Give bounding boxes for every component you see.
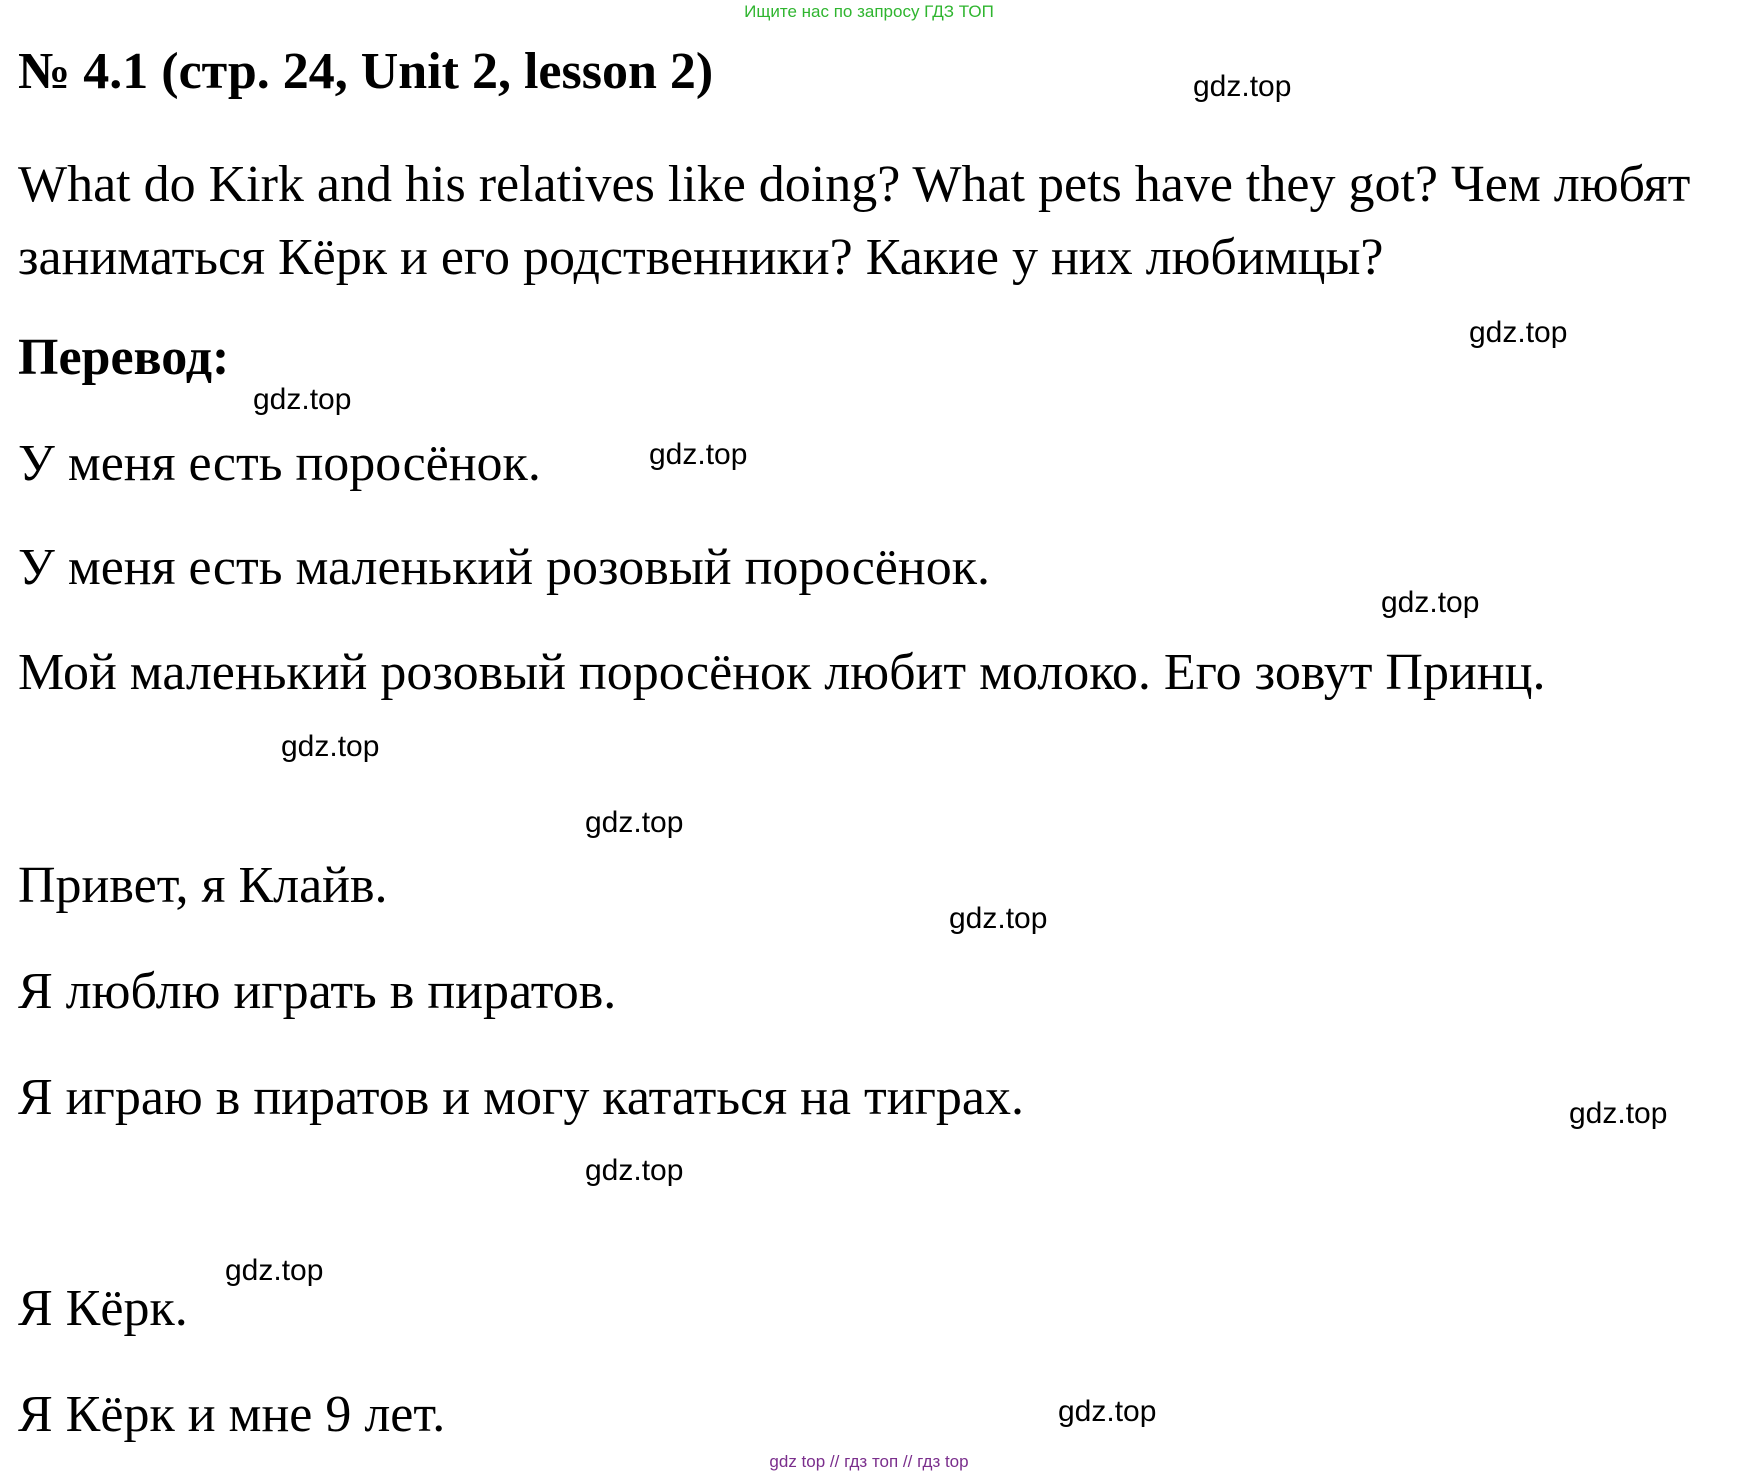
exercise-question: What do Kirk and his relatives like doing? What pets have they got? Чем любят заниматься Кёрк и его родственники? Какие у них любимцы? — [18, 156, 1691, 286]
exercise-title: № 4.1 (стр. 24, Unit 2, lesson 2) — [18, 43, 714, 100]
top-banner: Ищите нас по запросу ГДЗ ТОП — [744, 2, 994, 21]
watermark: gdz.top — [1381, 586, 1480, 619]
translation-line: Я Кёрк и мне 9 лет. — [18, 1386, 446, 1443]
translation-line: У меня есть маленький розовый поросёнок. — [18, 539, 990, 596]
watermark: gdz.top — [1569, 1097, 1668, 1130]
translation-line: Я люблю играть в пиратов. — [18, 963, 617, 1020]
watermark: gdz.top — [1193, 70, 1292, 103]
watermark: gdz.top — [949, 902, 1048, 935]
watermark: gdz.top — [649, 438, 748, 471]
bottom-banner: gdz top // гдз топ // гдз top — [769, 1452, 969, 1471]
translation-line: Мой маленький розовый поросёнок любит молоко. Его зовут Принц. — [18, 644, 1546, 701]
watermark: gdz.top — [585, 1154, 684, 1187]
translation-line: У меня есть поросёнок. — [18, 435, 541, 492]
watermark: gdz.top — [1058, 1395, 1157, 1428]
watermark: gdz.top — [281, 730, 380, 763]
translation-line: Я играю в пиратов и могу кататься на тиграх. — [18, 1069, 1024, 1126]
translation-line: Привет, я Клайв. — [18, 857, 388, 914]
translation-heading: Перевод: — [18, 329, 230, 386]
translation-line: Я Кёрк. — [18, 1280, 188, 1337]
watermark: gdz.top — [253, 383, 352, 416]
watermark: gdz.top — [225, 1254, 324, 1287]
watermark: gdz.top — [1469, 316, 1568, 349]
watermark: gdz.top — [585, 806, 684, 839]
